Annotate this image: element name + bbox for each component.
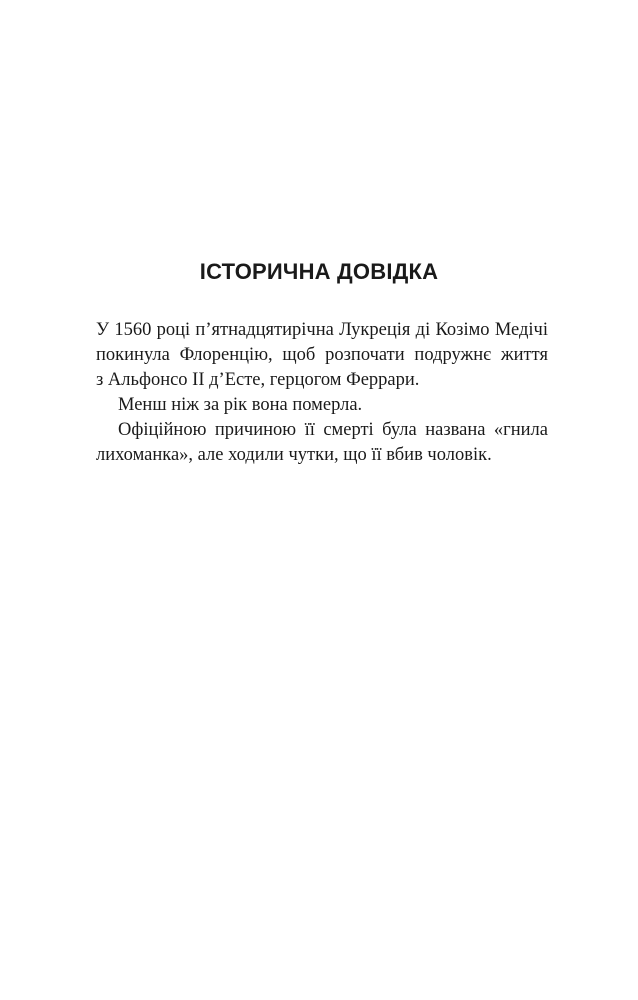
paragraph-line: Офіційною причиною її смерті була названа «гнила	[118, 420, 548, 440]
paragraph-line: Менш ніж за рік вона померла.	[118, 395, 363, 415]
paragraph-line: У 1560 році п’ятнадцятирічна Лукреція ді Козімо Медічі	[96, 320, 548, 340]
paragraph-line: лихоманка», але ходили чутки, що її вбив чоловік.	[96, 445, 492, 465]
paragraph-line: з Альфонсо II д’Есте, герцогом Феррари.	[96, 370, 420, 390]
page-title: ІСТОРИЧНА ДОВІДКА	[199, 259, 439, 284]
paragraph-line: покинула Флоренцію, щоб розпочати подружнє життя	[96, 345, 548, 365]
historical-note-text	[96, 318, 548, 468]
